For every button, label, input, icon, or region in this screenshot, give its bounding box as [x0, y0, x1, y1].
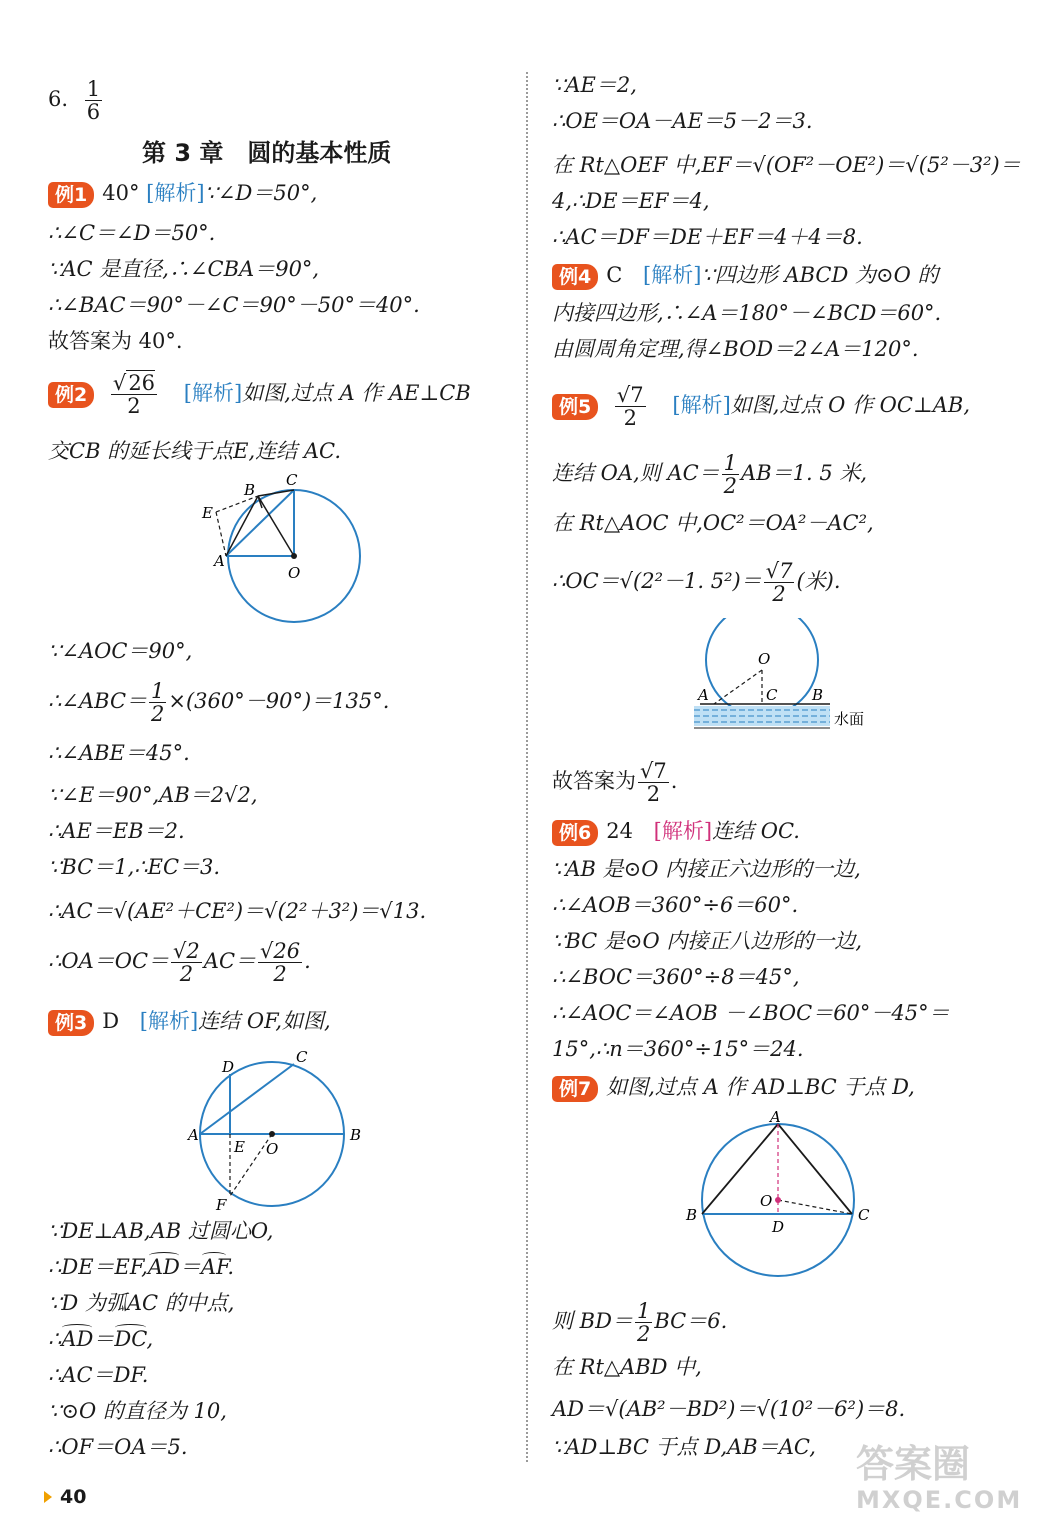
analysis-tag: [解析] — [139, 1009, 199, 1033]
q6-fraction: $\frac{1}{6}$ — [86, 77, 101, 124]
text-line: ∵∠AOC＝90°, — [48, 639, 193, 663]
text-line: 15°,∴n＝360°÷15°＝24. — [552, 1037, 804, 1061]
text-line: ∵∠E＝90°,AB＝2√2, — [48, 783, 258, 807]
text-line: 故答案为 $\frac{√7}{2}$ . — [552, 759, 678, 806]
example-1-header: 例1 40° [解析]∵∠D＝50°, — [48, 178, 317, 208]
text-line: ∴∠ABC＝ $\frac{1}{2}$ ×(360°－90°)＝135°. — [48, 679, 390, 726]
label-o: O — [266, 1140, 279, 1158]
text-line: 在 Rt△ABD 中, — [552, 1355, 702, 1379]
text-line: ∴∠AOC＝∠AOB －∠BOC＝60°－45°＝ — [552, 1001, 950, 1025]
label-f: F — [216, 1196, 227, 1214]
page-number: 40 — [44, 1486, 86, 1508]
example-7-header: 例7 如图,过点 A 作 AD⊥BC 于点 D, — [552, 1072, 915, 1102]
text-line: ∵DE⊥AB,AB 过圆心O, — [48, 1219, 274, 1243]
label-a: A — [214, 552, 225, 570]
text-line: ∴∠AOB＝360°÷6＝60°. — [552, 893, 799, 917]
example-5-header: 例5 $\frac{√7}{2}$ [解析]如图,过点 O 作 OC⊥AB, — [552, 384, 970, 429]
label-b: B — [350, 1126, 362, 1144]
analysis-tag: [解析] — [146, 181, 205, 205]
example-1-badge: 例1 — [48, 182, 94, 208]
text-line: ∵⊙O 的直径为 10, — [48, 1399, 227, 1423]
label-c: C — [286, 471, 298, 489]
text-line: ∴AD＝DC, — [48, 1327, 154, 1351]
figure-circle-defo — [184, 1044, 424, 1216]
example-6-header: 例6 24 [解析]连结 OC. — [552, 816, 800, 846]
label-b: B — [244, 481, 256, 499]
analysis-tag: [解析] — [183, 381, 243, 405]
text-line: 由圆周角定理,得∠BOD＝2∠A＝120°. — [552, 337, 919, 361]
label-o: O — [760, 1192, 773, 1210]
example-2-badge: 例2 — [48, 382, 94, 408]
example-5-badge: 例5 — [552, 394, 598, 420]
figure-water-circle — [688, 618, 938, 744]
text-line: 交CB 的延长线于点E,连结 AC. — [48, 439, 342, 463]
text-line: ∵AD⊥BC 于点 D,AB＝AC, — [552, 1435, 816, 1459]
label-a: A — [698, 686, 709, 704]
text-line: ∴DE＝EF,AD＝AF. — [48, 1255, 235, 1279]
text-line: AD＝√(AB²－BD²)＝√(10²－6²)＝8. — [552, 1397, 906, 1421]
q6-answer — [48, 78, 104, 123]
label-b: B — [812, 686, 824, 704]
text-line: ∵AB 是⊙O 内接正六边形的一边, — [552, 857, 861, 881]
text-line: ∴OA＝OC＝ $\frac{√2}{2}$ AC＝ $\frac{√26}{2}$ . — [48, 939, 311, 986]
text-line: ∴AC＝DF. — [48, 1363, 149, 1387]
analysis-tag: [解析] — [643, 263, 702, 287]
label-o: O — [288, 564, 301, 582]
text-line: ∵AE＝2, — [552, 73, 637, 97]
analysis-tag: [解析] — [672, 393, 731, 417]
text-line: ∴∠C＝∠D＝50°. — [48, 221, 216, 245]
column-divider — [526, 72, 528, 1462]
example-3-header: 例3 D [解析]连结 OF,如图, — [48, 1006, 331, 1036]
watermark-logo: 答案圈 MXQE.COM — [856, 1442, 1023, 1514]
label-a: A — [188, 1126, 199, 1144]
chapter-title: 第 3 章 圆的基本性质 — [142, 139, 392, 167]
text-line: ∴OE＝OA－AE＝5－2＝3. — [552, 109, 813, 133]
example-4-header: 例4 C [解析]∵四边形 ABCD 为⊙O 的 — [552, 260, 939, 290]
label-a: A — [770, 1110, 781, 1126]
text-line: ∴∠BOC＝360°÷8＝45°, — [552, 965, 800, 989]
text-line: ∵BC＝1,∴EC＝3. — [48, 855, 221, 879]
text-line: 连结 OA,则 AC＝ $\frac{1}{2}$ AB＝1. 5 米, — [552, 451, 868, 498]
label-e: E — [202, 504, 213, 522]
figure-circle-abce — [188, 468, 428, 628]
text-line: 故答案为 40°. — [48, 329, 183, 353]
label-c: C — [766, 686, 778, 704]
text-line: ∴OF＝OA＝5. — [48, 1435, 188, 1459]
example-4-badge: 例4 — [552, 264, 598, 290]
example-3-badge: 例3 — [48, 1010, 94, 1036]
text-line: 4,∴DE＝EF＝4, — [552, 189, 710, 213]
water-surface-label: 水面 — [834, 710, 865, 728]
text-line: 在 Rt△AOC 中,OC²＝OA²－AC², — [552, 511, 874, 535]
text-line: ∵BC 是⊙O 内接正八边形的一边, — [552, 929, 863, 953]
text-line: 内接四边形,∴∠A＝180°－∠BCD＝60°. — [552, 301, 942, 325]
label-e: E — [234, 1138, 245, 1156]
label-c: C — [296, 1048, 308, 1066]
text-line: ∵D 为弧AC 的中点, — [48, 1291, 235, 1315]
label-o: O — [758, 650, 771, 668]
text-line: 则 BD＝ $\frac{1}{2}$ BC＝6. — [552, 1299, 728, 1346]
label-d: D — [222, 1058, 235, 1076]
example-6-badge: 例6 — [552, 820, 598, 846]
e2-answer-fraction: $\frac{√26}{2}$ — [112, 371, 156, 418]
example-7-badge: 例7 — [552, 1076, 598, 1102]
label-c: C — [858, 1206, 870, 1224]
label-b: B — [686, 1206, 698, 1224]
text-line: ∴AE＝EB＝2. — [48, 819, 185, 843]
example-2-header: 例2 $\frac{√26}{2}$ [解析]如图,过点 A 作 AE⊥CB — [48, 372, 471, 417]
text-line: 在 Rt△OEF 中,EF＝√(OF²－OE²)＝√(5²－3²)＝ — [552, 153, 1021, 177]
text-line: ∴AC＝DF＝DE＋EF＝4＋4＝8. — [552, 225, 863, 249]
analysis-tag: [解析] — [653, 819, 713, 843]
label-d: D — [772, 1218, 785, 1236]
q6-label: 6. — [48, 87, 69, 111]
text-line: ∴∠ABE＝45°. — [48, 741, 190, 765]
text-line: ∵AC 是直径,∴∠CBA＝90°, — [48, 257, 320, 281]
figure-triangle-circle — [682, 1110, 882, 1282]
text-line: ∴∠BAC＝90°－∠C＝90°－50°＝40°. — [48, 293, 420, 317]
e5-answer-fraction: $\frac{√7}{2}$ — [616, 383, 644, 430]
text-line: ∴OC＝√(2²－1. 5²)＝ $\frac{√7}{2}$ (米). — [552, 559, 841, 606]
text-line: ∴AC＝√(AE²＋CE²)＝√(2²＋3²)＝√13. — [48, 899, 427, 923]
